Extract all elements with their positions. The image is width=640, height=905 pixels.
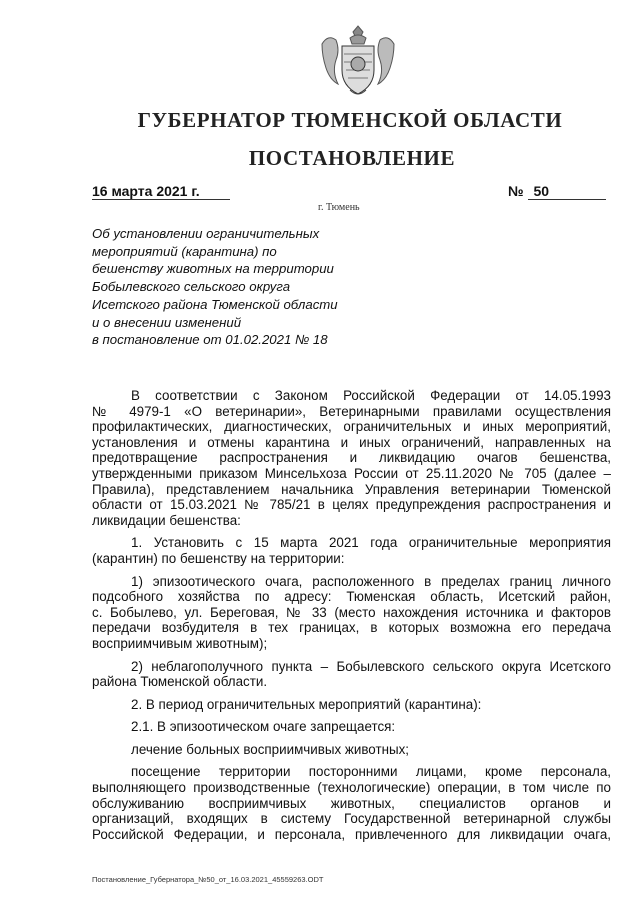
file-name-footer: Постановление_Губернатора_№50_от_16.03.2021_45559263.ODT xyxy=(92,875,324,884)
text-line: области от 15.03.2021 № 785/21 в целях предупреждения распространения и xyxy=(92,497,611,513)
text-line: профилактических, диагностических, ограничительных и иных мероприятий, xyxy=(92,419,611,435)
text-line: обслуживанию восприимчивых животных, специалистов органов и xyxy=(92,795,611,811)
text-line: установления и отмены карантина и иных ограничений, направленных на xyxy=(92,434,611,450)
text-line: В соответствии с Законом Российской Федерации от 14.05.1993 xyxy=(131,388,611,403)
text-line: восприимчивым животным); xyxy=(92,635,268,651)
item-2-1-a-paragraph: лечение больных восприимчивых животных; xyxy=(131,741,410,757)
text-line: посещение территории посторонними лицами, кроме персонала, xyxy=(131,764,611,780)
text-line: выполняющего производственные (технологические) операции, в том числе по xyxy=(92,780,611,796)
text-line: подсобного хозяйства по адресу: Тюменская область, Исетский район, xyxy=(92,589,611,605)
city-label: г. Тюмень xyxy=(318,202,360,213)
document-number: 50 xyxy=(528,183,606,200)
text-line: с. Бобылево, ул. Береговая, № 33 (место нахождения источника и факторов xyxy=(92,604,611,620)
number-label: № xyxy=(508,183,524,199)
subject-line: Об установлении ограничительных xyxy=(92,226,320,241)
subject-line: Исетского района Тюменской области xyxy=(92,296,338,312)
item-2-paragraph: 2. В период ограничительных мероприятий (карантина): xyxy=(131,696,482,712)
text-line: Российской Федерации, и персонала, привлеченного для ликвидации очага, xyxy=(92,826,611,842)
issuer-title: ГУБЕРНАТОР ТЮМЕНСКОЙ ОБЛАСТИ xyxy=(137,108,563,132)
subject-line: в постановление от 01.02.2021 № 18 xyxy=(92,332,328,348)
text-line: 1) эпизоотического очага, расположенного в пределах границ личного xyxy=(131,573,611,589)
document-body xyxy=(92,388,611,842)
document-subject xyxy=(92,225,372,349)
subject-line: и о внесении изменений xyxy=(92,314,242,330)
preamble-paragraph xyxy=(92,388,611,528)
item-1-paragraph xyxy=(92,535,611,566)
text-line: 2) неблагополучного пункта – Бобылевского сельского округа Исетского xyxy=(131,658,611,674)
subject-line: Бобылевского сельского округа xyxy=(92,279,291,295)
document-type: ПОСТАНОВЛЕНИЕ xyxy=(248,146,456,170)
text-line: Правила), представлением начальника Управления ветеринарии Тюменской xyxy=(92,481,611,497)
document-date: 16 марта 2021 г. xyxy=(92,183,230,200)
item-2-1-b-paragraph xyxy=(92,764,611,842)
text-line: района Тюменской области. xyxy=(92,674,268,690)
subject-line: мероприятий (карантина) по xyxy=(92,243,277,259)
text-line: организаций, входящих в систему Государственной ветеринарной службы xyxy=(92,811,611,827)
item-2-1-paragraph: 2.1. В эпизоотическом очаге запрещается: xyxy=(131,719,396,735)
document-number-field xyxy=(508,183,606,199)
text-line: утвержденными приказом Минсельхоза России от 25.11.2020 № 705 (далее – xyxy=(92,465,611,481)
text-line: передачи возбудителя в тех границах, в которых возможна его передача xyxy=(92,620,611,636)
text-line: № 4979-1 «О ветеринарии», Ветеринарными правилами осуществления xyxy=(92,403,611,419)
text-line: (карантин) по бешенству на территории: xyxy=(92,550,345,566)
subject-line: бешенству животных на территории xyxy=(92,261,334,277)
tyumen-region-coat-of-arms-icon xyxy=(314,24,402,100)
item-1-1-paragraph xyxy=(92,574,611,652)
text-line: 1. Установить с 15 марта 2021 года ограничительные мероприятия xyxy=(131,535,611,551)
text-line: предотвращение распространения и ликвидацию очагов бешенства, xyxy=(92,450,611,466)
item-1-2-paragraph xyxy=(92,659,611,690)
text-line: ликвидации бешенства: xyxy=(92,512,241,528)
